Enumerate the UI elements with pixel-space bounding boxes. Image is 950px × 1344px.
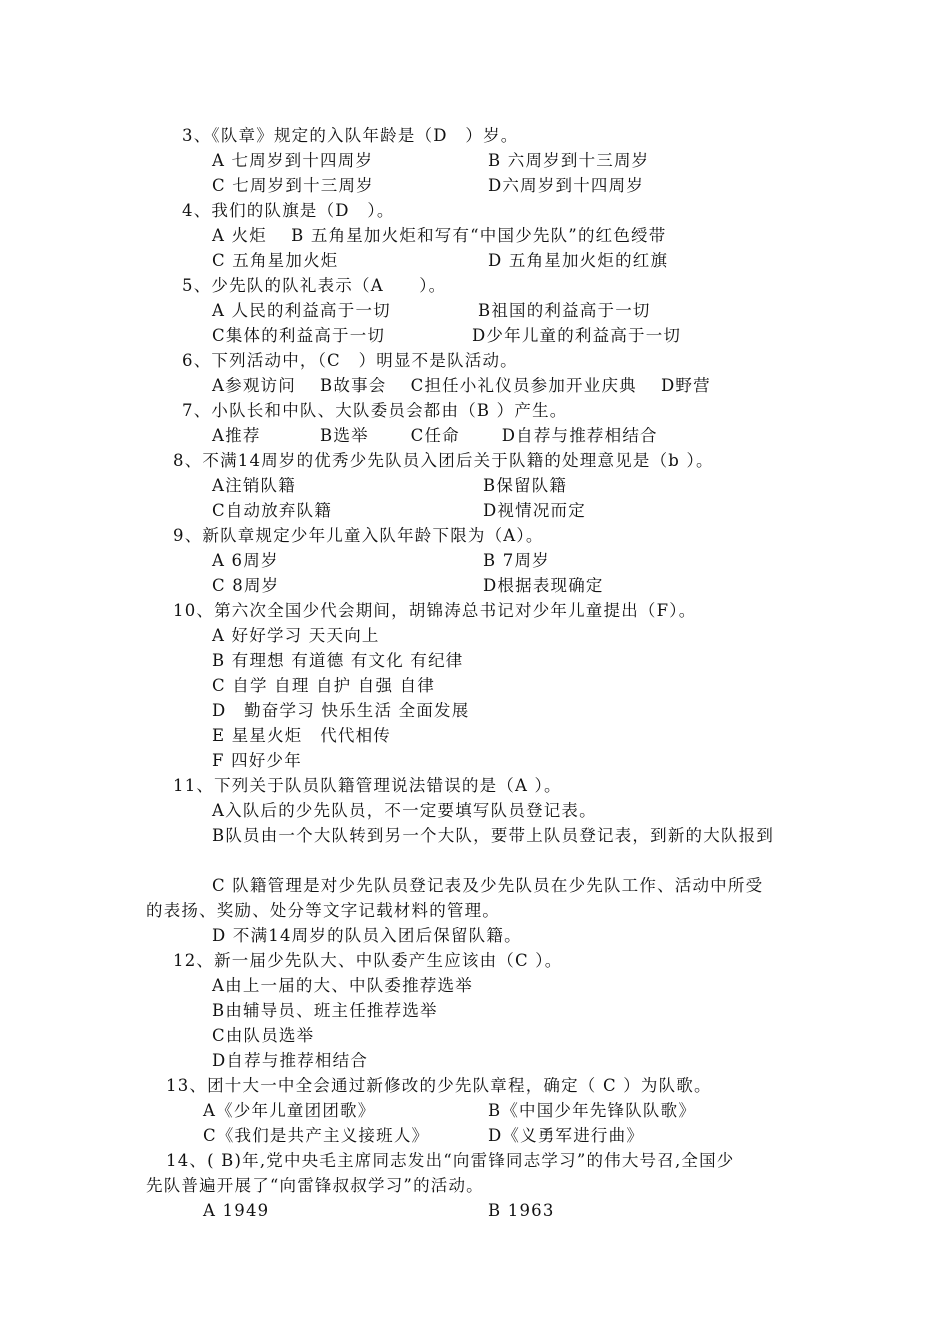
question-10-option-b: B 有理想 有道德 有文化 有纪律	[212, 651, 464, 670]
question-12-option-b: B由辅导员、班主任推荐选举	[212, 1001, 438, 1020]
question-11-stem: 11、下列关于队员队籍管理说法错误的是（A ）。	[173, 776, 562, 795]
question-8-stem: 8、不满14周岁的优秀少先队员入团后关于队籍的处理意见是（b ）。	[173, 451, 714, 470]
question-13-option-a: A《少年儿童团团歌》	[203, 1101, 376, 1120]
question-8-option-a: A注销队籍	[212, 476, 296, 495]
question-9-stem: 9、新队章规定少年儿童入队年龄下限为（A）。	[173, 526, 544, 545]
question-13-option-d: D《义勇军进行曲》	[488, 1126, 645, 1145]
question-13-option-c: C《我们是共产主义接班人》	[203, 1126, 430, 1145]
question-10-option-d: D 勤奋学习 快乐生活 全面发展	[212, 701, 470, 720]
question-11-option-c-line2: 的表扬、奖励、处分等文字记载材料的管理。	[146, 901, 500, 920]
question-9-option-c: C 8周岁	[212, 576, 280, 595]
question-7-stem: 7、小队长和中队、大队委员会都由（B ）产生。	[182, 401, 568, 420]
question-14-option-b: B 1963	[488, 1201, 555, 1220]
question-7-options: A推荐 B选举 C任命 D自荐与推荐相结合	[212, 426, 658, 445]
question-3-option-a: A 七周岁到十四周岁	[212, 151, 374, 170]
question-5-option-a: A 人民的利益高于一切	[212, 301, 391, 320]
question-3-option-b: B 六周岁到十三周岁	[488, 151, 650, 170]
question-10-option-f: F 四好少年	[212, 751, 302, 770]
question-3-option-d: D六周岁到十四周岁	[488, 176, 645, 195]
question-5-option-c: C集体的利益高于一切	[212, 326, 386, 345]
question-10-option-c: C 自学 自理 自护 自强 自律	[212, 676, 436, 695]
question-14-stem-line2: 先队普遍开展了“向雷锋叔叔学习”的活动。	[146, 1176, 484, 1195]
question-10-option-a: A 好好学习 天天向上	[212, 626, 380, 645]
question-5-option-b: B祖国的利益高于一切	[478, 301, 651, 320]
question-4-option-c: C 五角星加火炬	[212, 251, 339, 270]
question-9-option-a: A 6周岁	[212, 551, 279, 570]
question-8-option-d: D视情况而定	[483, 501, 586, 520]
question-9-option-d: D根据表现确定	[483, 576, 604, 595]
question-11-option-d: D 不满14周岁的队员入团后保留队籍。	[212, 926, 522, 945]
question-8-option-b: B保留队籍	[483, 476, 568, 495]
question-6-options: A参观访问 B故事会 C担任小礼仪员参加开业庆典 D野营	[212, 376, 711, 395]
question-4-options-ab: A 火炬 B 五角星加火炬和写有“中国少先队”的红色绶带	[212, 226, 667, 245]
question-4-stem: 4、我们的队旗是（D ）。	[182, 201, 395, 220]
question-9-option-b: B 7周岁	[483, 551, 550, 570]
question-11-option-a: A入队后的少先队员，不一定要填写队员登记表。	[212, 801, 597, 820]
question-10-option-e: E 星星火炬 代代相传	[212, 726, 391, 745]
question-5-option-d: D少年儿童的利益高于一切	[472, 326, 682, 345]
question-3-option-c: C 七周岁到十三周岁	[212, 176, 374, 195]
question-8-option-c: C自动放弃队籍	[212, 501, 333, 520]
question-14-option-a: A 1949	[203, 1201, 270, 1220]
question-11-option-b: B队员由一个大队转到另一个大队，要带上队员登记表，到新的大队报到	[212, 826, 775, 845]
question-12-option-a: A由上一届的大、中队委推荐选举	[212, 976, 473, 995]
question-3-stem: 3、《队章》规定的入队年龄是（D ）岁。	[182, 126, 519, 145]
question-5-stem: 5、少先队的队礼表示（A ）。	[182, 276, 447, 295]
question-11-option-c-line1: C 队籍管理是对少先队员登记表及少先队员在少先队工作、活动中所受	[212, 876, 764, 895]
question-12-option-d: D自荐与推荐相结合	[212, 1051, 369, 1070]
question-13-option-b: B《中国少年先锋队队歌》	[488, 1101, 697, 1120]
question-4-option-d: D 五角星加火炬的红旗	[488, 251, 669, 270]
question-12-option-c: C由队员选举	[212, 1026, 315, 1045]
question-13-stem: 13、团十大一中全会通过新修改的少先队章程，确定（ C ）为队歌。	[166, 1076, 712, 1095]
question-14-stem-line1: 14、( B)年,党中央毛主席同志发出“向雷锋同志学习”的伟大号召,全国少	[166, 1151, 735, 1170]
question-12-stem: 12、新一届少先队大、中队委产生应该由（C ）。	[173, 951, 563, 970]
question-6-stem: 6、下列活动中，（C ）明显不是队活动。	[182, 351, 518, 370]
question-10-stem: 10、第六次全国少代会期间，胡锦涛总书记对少年儿童提出（F）。	[173, 601, 697, 620]
